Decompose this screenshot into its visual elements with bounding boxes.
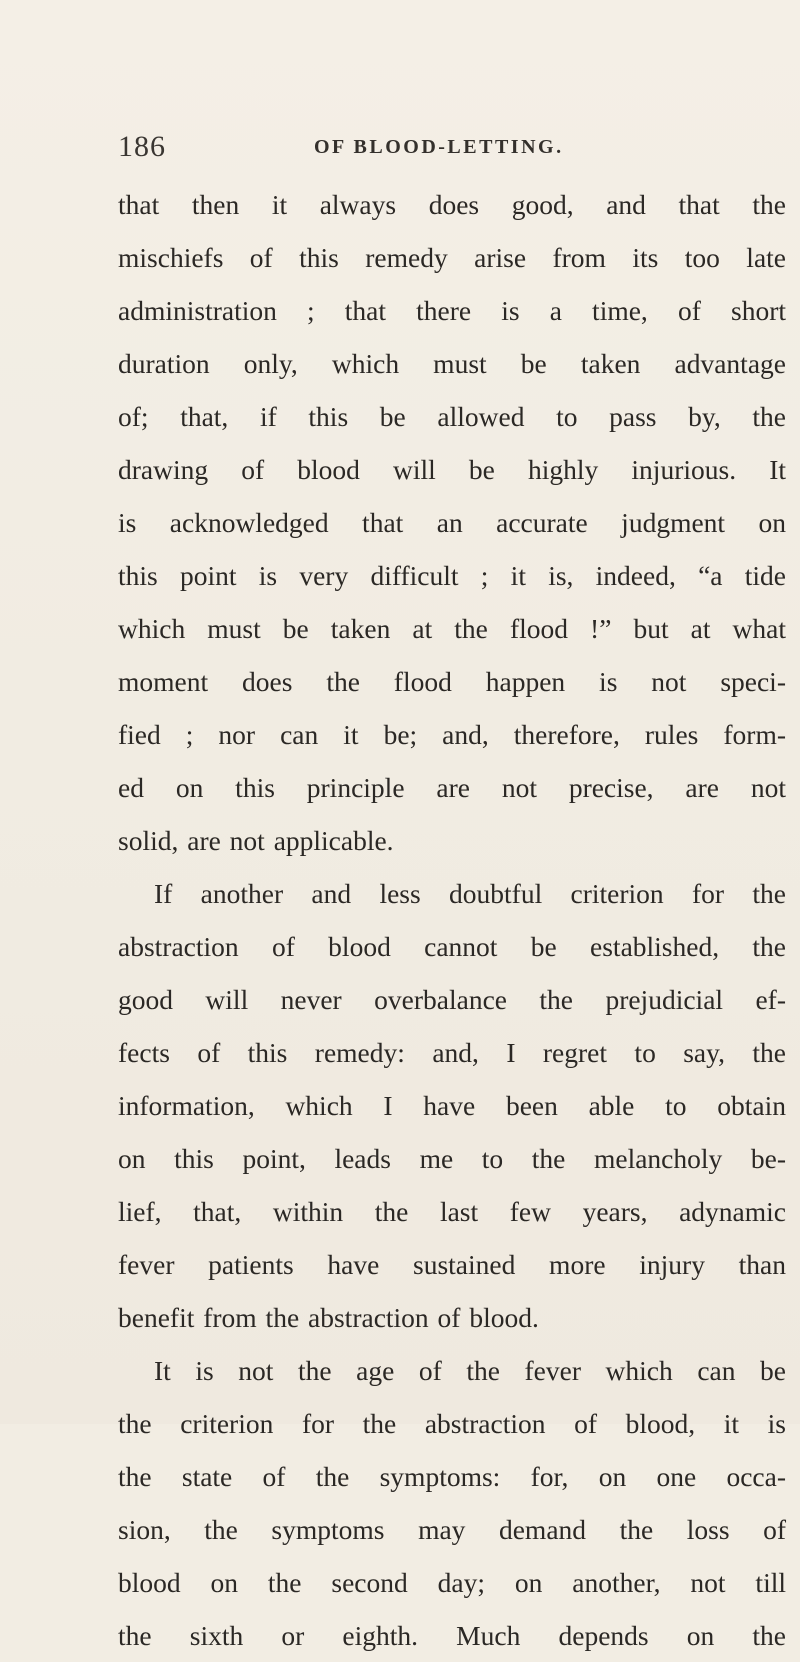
text-line: administration ; that there is a time, of short — [118, 295, 786, 326]
text-line: this point is very difficult ; it is, indeed, “a tide — [118, 560, 786, 591]
text-line: the criterion for the abstraction of blood, it is — [118, 1408, 786, 1439]
running-title: OF BLOOD-LETTING. — [314, 136, 564, 158]
text-line: duration only, which must be taken advantage — [118, 348, 786, 379]
text-line: sion, the symptoms may demand the loss of — [118, 1514, 786, 1545]
text-line: lief, that, within the last few years, adynamic — [118, 1196, 786, 1227]
text-line: of; that, if this be allowed to pass by, the — [118, 401, 786, 432]
text-line: which must be taken at the flood !” but at what — [118, 613, 786, 644]
running-head — [118, 130, 718, 170]
text-line: solid, are not applicable. — [118, 825, 394, 856]
text-line: good will never overbalance the prejudicial ef- — [118, 984, 786, 1015]
text-line: fied ; nor can it be; and, therefore, rules form- — [118, 719, 786, 750]
text-line: drawing of blood will be highly injurious. It — [118, 454, 786, 485]
text-line: mischiefs of this remedy arise from its too late — [118, 242, 786, 273]
text-line: is acknowledged that an accurate judgment on — [118, 507, 786, 538]
text-line: ed on this principle are not precise, are not — [118, 772, 786, 803]
page-number: 186 — [118, 130, 166, 163]
text-line: moment does the flood happen is not speci- — [118, 666, 786, 697]
text-line: information, which I have been able to obtain — [118, 1090, 786, 1121]
text-line: that then it always does good, and that the — [118, 189, 786, 220]
body-text — [118, 178, 786, 1662]
text-line: on this point, leads me to the melancholy be- — [118, 1143, 786, 1174]
text-line: the state of the symptoms: for, on one occa- — [118, 1461, 786, 1492]
text-line: It is not the age of the fever which can be — [154, 1355, 786, 1386]
text-line: fects of this remedy: and, I regret to say, the — [118, 1037, 786, 1068]
text-line: benefit from the abstraction of blood. — [118, 1302, 539, 1333]
text-line: fever patients have sustained more injury than — [118, 1249, 786, 1280]
text-line: abstraction of blood cannot be established, the — [118, 931, 786, 962]
text-line: If another and less doubtful criterion for the — [154, 878, 786, 909]
text-line: blood on the second day; on another, not till — [118, 1567, 786, 1598]
text-line: the sixth or eighth. Much depends on the — [118, 1620, 786, 1651]
